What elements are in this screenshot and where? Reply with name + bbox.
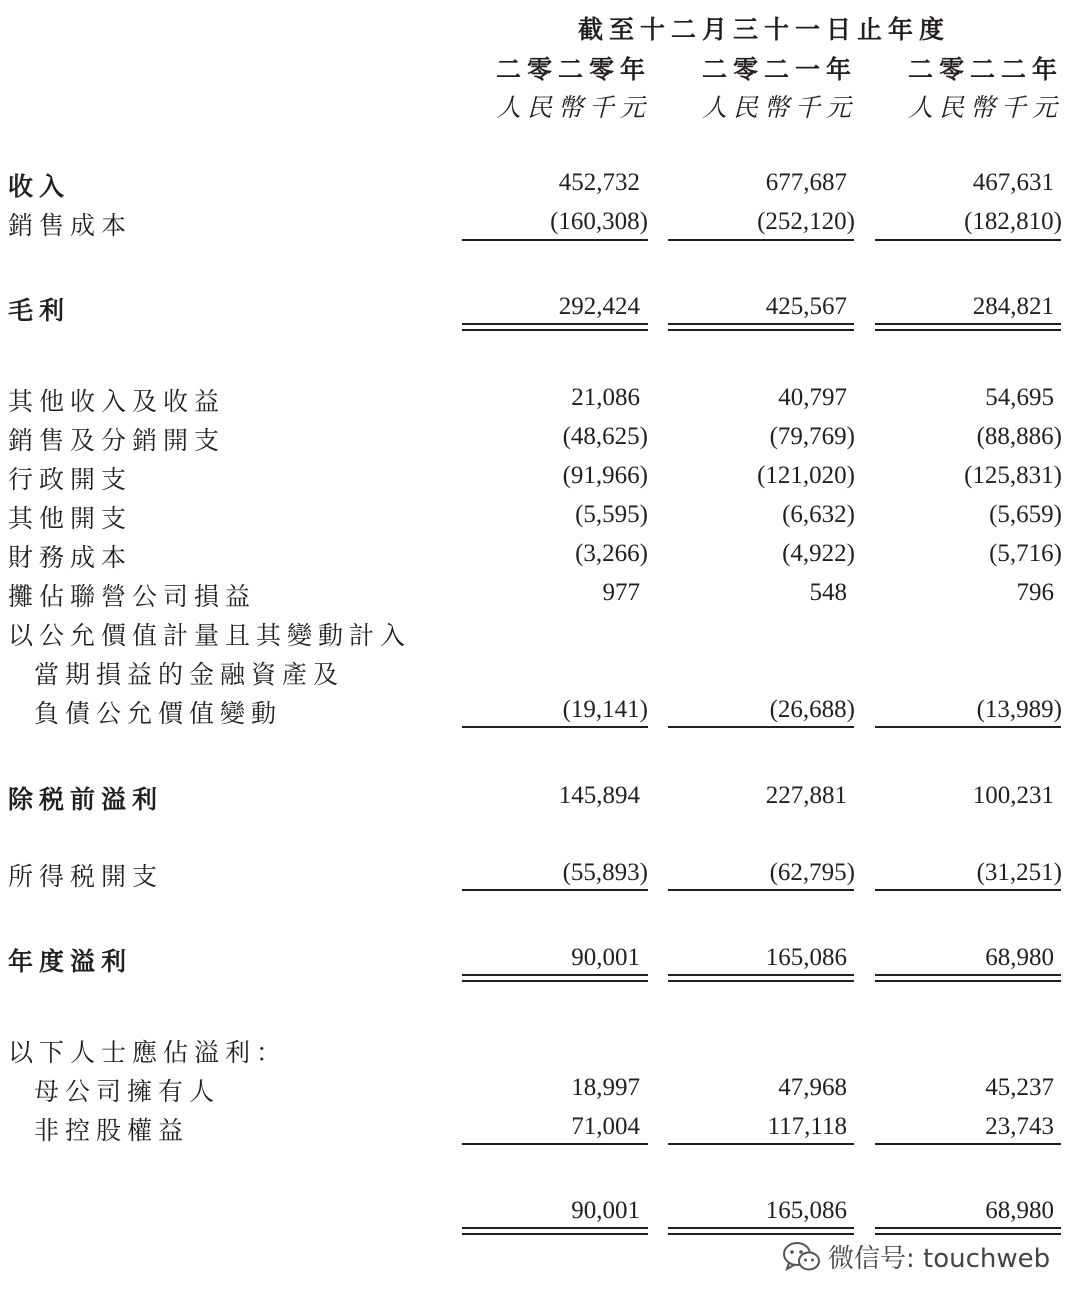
selling-expenses-2020: (48,625) bbox=[562, 423, 648, 450]
admin-expenses-2022: (125,831) bbox=[964, 462, 1062, 489]
income-tax-2021: (62,795) bbox=[769, 859, 855, 886]
nci-label: 非控股權益 bbox=[34, 1116, 190, 1145]
year-2022: 二零二二年 bbox=[908, 55, 1064, 84]
fair-value-label-line2: 當期損益的金融資產及 bbox=[34, 660, 345, 689]
subtotal-rule bbox=[462, 1143, 648, 1145]
revenue-2021: 677,687 bbox=[765, 169, 847, 196]
total-double-rule bbox=[668, 974, 854, 982]
total-double-rule bbox=[462, 323, 648, 331]
profit-before-tax-2021: 227,881 bbox=[765, 782, 847, 809]
other-income-2022: 54,695 bbox=[985, 384, 1054, 411]
subtotal-rule bbox=[668, 239, 854, 241]
associates-2022: 796 bbox=[1016, 579, 1054, 606]
total-double-rule bbox=[875, 974, 1061, 982]
watermark bbox=[782, 1238, 1050, 1275]
period-header: 截至十二月三十一日止年度 bbox=[578, 15, 951, 44]
associates-2021: 548 bbox=[809, 579, 847, 606]
subtotal-rule bbox=[462, 239, 648, 241]
other-expenses-2021: (6,632) bbox=[782, 501, 855, 528]
owners-2020: 18,997 bbox=[571, 1074, 640, 1101]
revenue-label: 收入 bbox=[8, 172, 71, 201]
total-double-rule bbox=[875, 323, 1061, 331]
profit-before-tax-label: 除税前溢利 bbox=[8, 785, 164, 814]
wechat-icon bbox=[782, 1240, 822, 1274]
other-income-label: 其他收入及收益 bbox=[8, 387, 226, 416]
finance-costs-label: 財務成本 bbox=[8, 543, 133, 572]
owners-label: 母公司擁有人 bbox=[34, 1077, 221, 1106]
other-expenses-label: 其他開支 bbox=[8, 504, 133, 533]
income-tax-2022: (31,251) bbox=[976, 859, 1062, 886]
gross-profit-label: 毛利 bbox=[8, 296, 71, 325]
attributable-title: 以下人士應佔溢利： bbox=[8, 1038, 288, 1067]
associates-label: 攤佔聯營公司損益 bbox=[8, 582, 257, 611]
gross-profit-2021: 425,567 bbox=[765, 293, 847, 320]
subtotal-rule bbox=[875, 889, 1061, 891]
total-2021: 165,086 bbox=[765, 1197, 847, 1224]
subtotal-rule bbox=[875, 239, 1061, 241]
selling-expenses-2022: (88,886) bbox=[976, 423, 1062, 450]
owners-2022: 45,237 bbox=[985, 1074, 1054, 1101]
year-2021: 二零二一年 bbox=[702, 55, 858, 84]
admin-expenses-2021: (121,020) bbox=[757, 462, 855, 489]
total-double-rule bbox=[668, 1227, 854, 1235]
nci-2021: 117,118 bbox=[767, 1113, 847, 1140]
fair-value-label-line3: 負債公允價值變動 bbox=[34, 699, 283, 728]
subtotal-rule bbox=[668, 889, 854, 891]
subtotal-rule bbox=[875, 1143, 1061, 1145]
subtotal-rule bbox=[875, 726, 1061, 728]
admin-expenses-2020: (91,966) bbox=[562, 462, 648, 489]
subtotal-rule bbox=[668, 1143, 854, 1145]
cost-of-sales-2021: (252,120) bbox=[757, 208, 855, 235]
subtotal-rule bbox=[462, 726, 648, 728]
total-double-rule bbox=[668, 323, 854, 331]
total-double-rule bbox=[462, 974, 648, 982]
subtotal-rule bbox=[668, 726, 854, 728]
other-income-2020: 21,086 bbox=[571, 384, 640, 411]
fair-value-2021: (26,688) bbox=[769, 696, 855, 723]
nci-2022: 23,743 bbox=[985, 1113, 1054, 1140]
unit-2021: 人民幣千元 bbox=[702, 93, 858, 122]
cost-of-sales-2020: (160,308) bbox=[550, 208, 648, 235]
finance-costs-2022: (5,716) bbox=[989, 540, 1062, 567]
watermark-text: 微信号: touchweb bbox=[828, 1244, 1051, 1274]
profit-for-year-2020: 90,001 bbox=[571, 944, 640, 971]
revenue-2022: 467,631 bbox=[972, 169, 1054, 196]
selling-expenses-2021: (79,769) bbox=[769, 423, 855, 450]
gross-profit-2020: 292,424 bbox=[558, 293, 640, 320]
cost-of-sales-2022: (182,810) bbox=[964, 208, 1062, 235]
fair-value-2022: (13,989) bbox=[976, 696, 1062, 723]
year-2020: 二零二零年 bbox=[496, 55, 652, 84]
cost-of-sales-label: 銷售成本 bbox=[8, 211, 133, 240]
income-tax-2020: (55,893) bbox=[562, 859, 648, 886]
profit-for-year-label: 年度溢利 bbox=[8, 947, 133, 976]
profit-for-year-2021: 165,086 bbox=[765, 944, 847, 971]
total-double-rule bbox=[462, 1227, 648, 1235]
unit-2022: 人民幣千元 bbox=[908, 93, 1064, 122]
nci-2020: 71,004 bbox=[571, 1113, 640, 1140]
total-2022: 68,980 bbox=[985, 1197, 1054, 1224]
profit-before-tax-2020: 145,894 bbox=[558, 782, 640, 809]
fair-value-2020: (19,141) bbox=[562, 696, 648, 723]
other-expenses-2020: (5,595) bbox=[575, 501, 648, 528]
total-double-rule bbox=[875, 1227, 1061, 1235]
revenue-2020: 452,732 bbox=[558, 169, 640, 196]
fair-value-label-line1: 以公允價值計量且其變動計入 bbox=[8, 621, 412, 650]
other-income-2021: 40,797 bbox=[778, 384, 847, 411]
unit-2020: 人民幣千元 bbox=[496, 93, 652, 122]
income-tax-label: 所得税開支 bbox=[8, 862, 164, 891]
finance-costs-2021: (4,922) bbox=[782, 540, 855, 567]
admin-expenses-label: 行政開支 bbox=[8, 465, 133, 494]
other-expenses-2022: (5,659) bbox=[989, 501, 1062, 528]
profit-before-tax-2022: 100,231 bbox=[972, 782, 1054, 809]
gross-profit-2022: 284,821 bbox=[972, 293, 1054, 320]
finance-costs-2020: (3,266) bbox=[575, 540, 648, 567]
selling-expenses-label: 銷售及分銷開支 bbox=[8, 426, 226, 455]
subtotal-rule bbox=[462, 889, 648, 891]
total-2020: 90,001 bbox=[571, 1197, 640, 1224]
associates-2020: 977 bbox=[602, 579, 640, 606]
owners-2021: 47,968 bbox=[778, 1074, 847, 1101]
profit-for-year-2022: 68,980 bbox=[985, 944, 1054, 971]
